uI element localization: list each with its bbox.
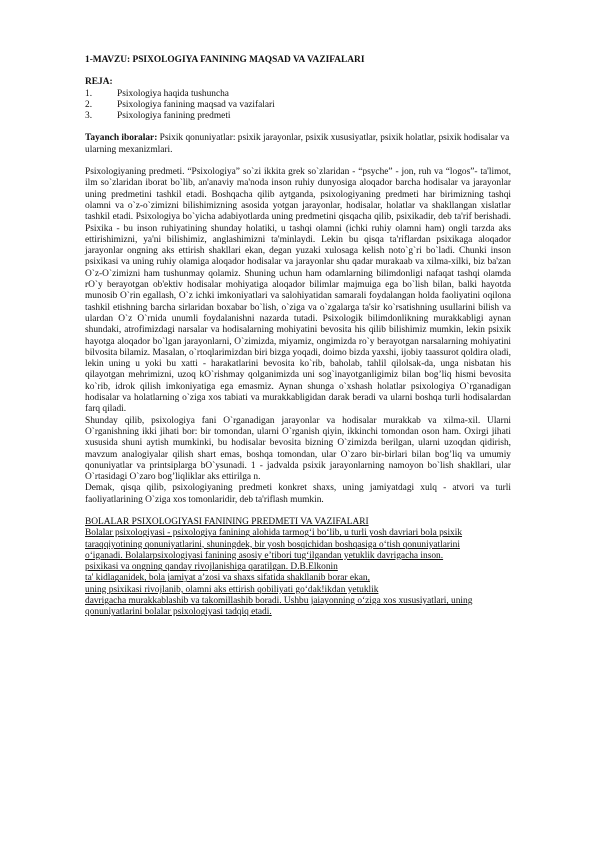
document-title: 1-MAVZU: PSIXOLOGIYA FANINING MAQSAD VA VAZIFALARI — [85, 55, 365, 65]
plan-item-text: Psixologiya fanining predmeti — [117, 111, 231, 122]
underlined-line: Bolalar psixologiyasi - psixologiya fanining alohida tarmog‘i bo‘lib, u turli yosh davriari bola psixik — [85, 528, 463, 539]
key-terms-text: Psixik qonuniyatlar: psixik jarayonlar, psixik xususiyatlar, psixik holatlar, psixik hodisalar va ularning mexanizmlari. — [85, 133, 510, 155]
plan-item-text: Psixologiya haqida tushuncha — [117, 88, 229, 99]
plan-item-number: 2. — [85, 99, 93, 110]
plan-item-number: 1. — [85, 88, 93, 99]
underlined-line: o‘iganadi. Bolalarpsixologiyasi fanining asosiy e’tibori tug‘ilgandan yetuklik davrigacha inson. — [85, 550, 444, 561]
plan-item-text: Psixologiya fanining maqsad va vazifalari — [117, 99, 275, 110]
body-paragraph: Shunday qilib, psixologiya fani O`rganadigan jarayonlar va hodisalar murakkab va xilma-xil. Ularni O`rganishning ikki jihati bor: bir tomondan, ularni O`rganish qiyin, ikkinchi tomondan oson ham. Oxirgi jihati xususida shuni aytish mumkinki, bu hodisalar bevosita bizning O`zimizda berilgan, ularni uzoqdan qidirish, mavzum analogiyalar qilish shart emas, boshqa tomondan, ular O`zaro bir-birlari bilan bog’liq va umumiy qonuniyatlar va printsiplarga bO`ysunadi. 1 - jadvalda psixik jarayonlarning namoyon bo`lish shakllari, ular O`rtasidagi O`zaro bog’liqliklar aks ettirilga n. — [85, 415, 511, 483]
plan-item-number: 3. — [85, 111, 93, 122]
body-paragraph: Demak, qisqa qilib, psixologiyaning predmeti konkret shaxs, uning jamiyatdagi xulq - atvori va turli faoliyatlarining O`ziga xos tomonlaridir, deb ta'riflash mumkin. — [85, 483, 511, 505]
body-paragraph: Psixologiyaning predmeti. “Psixologiya” so`zi ikkita grek so`zlaridan - “psyche” - jon, ruh va “logos”- ta'limot, ilm so`zlaridan iborat bo`lib, an'anaviy ma'noda inson ruhiy dunyosiga aloqador barcha hodisalar va jarayonlar uning predmetini tashkil etadi. Boshqacha qilib aytganda, psixologiyaning predmeti har birimizning tashqi olamni va o`z-o`zimizni bilishimizning asosida yotgan jarayonlar, hodisalar, holatlar va shakllangan xislatlar tashkil etadi. Psixologiya bo`yicha adabiyotlarda uning predmetini qisqacha qilib, psixikadir, deb ta'rif berishadi. Psixika - bu inson ruhiyatining shunday holatiki, u tashqi olamni (ichki ruhiy olamni ham) ongli tarzda aks ettirishimizni, ya'ni bilishimiz, anglashimizni ta'minlaydi. Lekin bu qisqa ta'riflardan psixikaga aloqador jarayonlar ongning aks ettirish shakllari ekan, degan yuzaki xulosaga kelish noto`g`ri bo`ladi. Chunki inson psixikasi va uning ruhiy olamiga aloqador hodisalar va jarayonlar shu qadar murakaab va xilma-xilki, biz ba'zan O`z-O`zimizni ham tushunmay qolamiz. Shuning uchun ham odamlarning bilimdonligi nafaqat tashqi olamda rO`y berayotgan ob'ektiv hodisalar mohiyatiga aloqador bilimlar majmuiga ega bo`lish bilan, balki hayotda munosib O`rin egallash, O`z ichki imkoniyatlari va salohiyatidan samarali foydalangan holda faoliyatini oqilona tashkil etishning barcha sirlaridan boxabar bo`lish, o`ziga va o`zgalarga ta'sir ko`rsatishning usullarini bilish va ulardan O`z O`rnida unumli foydalanishni nazarda tutadi. Psixologik bilimdonlikning murakkabligi aynan shundaki, atrofimizdagi narsalar va hodisalarning mohiyatini bevosita his qilib bilishimiz mumkin, lekin psixik hayotga aloqador bo`lgan jarayonlarni, O`zimizda, miyamiz, ongimizda ro`y berayotgan narsalarning mohiyatini bilvosita bilamiz. Masalan, o`rtoqlarimizdan biri bizga yoqadi, doimo bizda yaxshi, ijobiy taassurot qoldira oladi, lekin uning u yoki bu xatti - harakatlarini bevosita ko`rib, baholab, tahlil qilolsak-da, unga nisbatan his qilayotgan mehrimizni, uzoq kO`rishmay qolganimizda uni sog`inayotganligimiz bilan bog’liq hismi bevosita ko`rib, idrok qilish imkoniyatiga ega emasmiz. Aynan shunga o`xshash holatlar psixologiya O`rganadigan hodisalar va holatlarning o`ziga xos tabiati va murakkabligidan darak beradi va ularni boshqa turli hodisalardan farq qiladi. — [85, 167, 511, 415]
document-page — [85, 55, 511, 619]
section-heading: BOLALAR PSIXOLOGIYASI FANINING PREDMETI VA VAZIFALARI — [85, 516, 369, 527]
underlined-line: qonuniyatlarini bolalar psixologiyasi tadqiq etadi. — [85, 607, 272, 618]
underlined-line: ta' kidlaganidek, bola jamiyat a’zosi va shaxs sifatida shakllanib borar ekan, — [85, 573, 370, 584]
plan-item — [85, 111, 511, 122]
underlined-line: uning psixikasi rivojlanib, olamni aks ettirish qobiliyati go‘dak!ikdan yetuklik — [85, 584, 379, 595]
underlined-line: psixikasi va ongning qanday rivojlanishiga qaratilgan. D.B.Elkonin — [85, 562, 338, 573]
key-terms — [85, 133, 511, 156]
key-terms-label: Tayanch iboralar: — [85, 133, 158, 144]
plan-item — [85, 89, 511, 100]
plan-heading: REJA: — [85, 77, 113, 88]
child-psychology-section — [85, 517, 511, 619]
plan-item — [85, 100, 511, 111]
underlined-line: davrigacha murakkablashib va takomillashib boradi. Ushbu jaiayonning o‘ziga xos xususiyatlari, uning — [85, 596, 473, 607]
underlined-line: taraqqiyotining qonuniyatlarini, shuningdek, bir yosh bosqichidan boshqasiga o‘tish qonuniyatlarini — [85, 539, 460, 550]
